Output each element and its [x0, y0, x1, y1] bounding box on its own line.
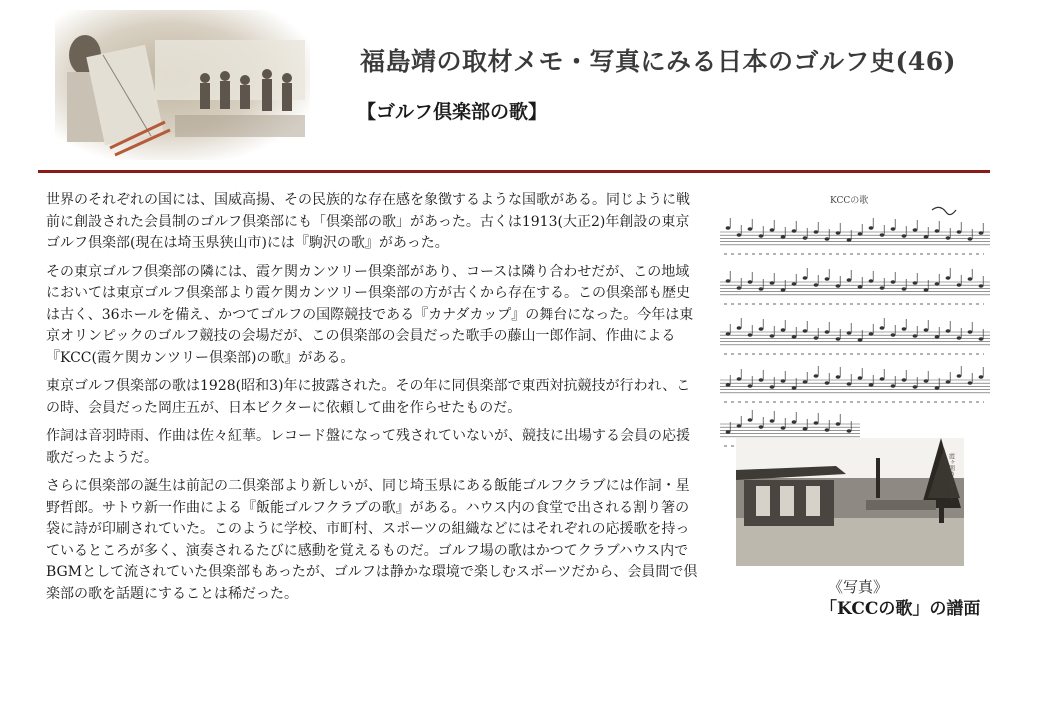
music-note — [968, 237, 973, 241]
music-note — [957, 230, 962, 234]
score-title: KCCの歌 — [830, 196, 869, 206]
music-note — [891, 384, 896, 388]
music-note — [726, 430, 731, 434]
article-paragraph: 東京ゴルフ倶楽部の歌は1928(昭和3)年に披露された。その年に同倶楽部で東西対抗競技が行われ、この時、会員だった岡庄五が、日本ビクターに依頼して曲を作らせたものだ。 — [46, 378, 691, 416]
header-vintage-photo — [55, 10, 310, 160]
music-note — [968, 381, 973, 385]
music-note — [825, 330, 830, 334]
music-note — [836, 337, 841, 341]
music-note — [891, 280, 896, 284]
article-paragraph: その東京ゴルフ倶楽部の隣には、霞ケ関カンツリー倶楽部があり、コースは隣り合わせだが、この地域においては東京ゴルフ倶楽部より霞ケ関カンツリー倶楽部の方が古くから存在する。この倶楽部も歴史は古く、36ホールを備え、かつてゴルフの国際競技である『カナダカップ』の舞台になった。今年は東京オリンピックのゴルフ競技の会場だが、この倶楽部の会員だった歌手の藤山一郎作詞、作曲による『KCC(霞ケ関カンツリー倶楽部)の歌』がある。 — [46, 263, 694, 366]
music-note — [726, 279, 731, 283]
sheet-music-image — [712, 192, 994, 464]
music-note — [737, 286, 742, 290]
music-note — [946, 236, 951, 240]
music-note — [979, 337, 984, 341]
music-note — [869, 332, 874, 336]
music-note — [781, 235, 786, 239]
music-note — [748, 333, 753, 337]
music-note — [770, 419, 775, 423]
music-note — [891, 333, 896, 337]
music-note — [946, 276, 951, 280]
music-note — [781, 426, 786, 430]
music-note — [814, 421, 819, 425]
music-note — [792, 335, 797, 339]
music-note — [869, 279, 874, 283]
music-note — [748, 227, 753, 231]
music-note — [924, 328, 929, 332]
article-paragraph: 作詞は音羽時雨、作曲は佐々紅華。レコード盤になって残されていないが、競技に出場する会員の応援歌だったようだ。 — [46, 428, 690, 466]
music-note — [847, 331, 852, 335]
music-note — [781, 379, 786, 383]
music-note — [913, 228, 918, 232]
music-note — [880, 233, 885, 237]
music-note — [792, 420, 797, 424]
music-note — [869, 383, 874, 387]
music-note — [803, 236, 808, 240]
music-note — [781, 288, 786, 292]
music-note — [935, 386, 940, 390]
music-note — [924, 379, 929, 383]
music-note — [902, 234, 907, 238]
music-note — [814, 230, 819, 234]
music-note — [836, 422, 841, 426]
music-note — [880, 326, 885, 330]
music-note — [957, 283, 962, 287]
music-note — [902, 327, 907, 331]
music-note — [935, 229, 940, 233]
music-note — [858, 232, 863, 236]
music-note — [836, 231, 841, 235]
music-note — [979, 375, 984, 379]
music-note — [759, 378, 764, 382]
music-note — [814, 336, 819, 340]
music-note — [737, 424, 742, 428]
music-note — [913, 281, 918, 285]
music-note — [803, 276, 808, 280]
music-note — [913, 385, 918, 389]
music-note — [792, 229, 797, 233]
music-note — [902, 287, 907, 291]
music-note — [825, 277, 830, 281]
music-note — [759, 234, 764, 238]
svg-text:霞ヶ関カンツリー: 霞ヶ関カンツリー — [947, 453, 955, 501]
music-note — [847, 278, 852, 282]
music-note — [726, 226, 731, 230]
music-note — [968, 277, 973, 281]
music-note — [935, 282, 940, 286]
music-note — [770, 281, 775, 285]
music-note — [792, 386, 797, 390]
music-note — [935, 335, 940, 339]
music-note — [759, 327, 764, 331]
music-note — [726, 332, 731, 336]
music-note — [858, 285, 863, 289]
article-paragraph: さらに倶楽部の誕生は前記の二倶楽部より新しいが、同じ埼玉県にある飯能ゴルフクラブには作詞・星野哲郎。サトウ新一作曲による『飯能ゴルフクラブの歌』がある。ハウス内の食堂で出される割り箸の袋に詩が印刷されていた。このように学校、市町村、スポーツの組織などにはそれぞれの応援歌を持っているところが多く、演奏されるたびに感動を覚えるものだ。ゴルフ場の歌はかつてクラブハウス内でBGMとして流されていた倶楽部もあったが、ゴルフは静かな環境で楽しむスポーツだから、会員間で倶楽部の歌を話題にすることは稀だった。 — [46, 478, 698, 602]
music-note — [803, 329, 808, 333]
music-note — [836, 284, 841, 288]
music-note — [968, 330, 973, 334]
music-note — [803, 427, 808, 431]
music-note — [770, 385, 775, 389]
music-note — [880, 286, 885, 290]
music-note — [979, 231, 984, 235]
music-note — [957, 336, 962, 340]
music-note — [847, 429, 852, 433]
caption-label: 《写真》 — [828, 578, 889, 596]
article-body — [46, 190, 701, 612]
music-note — [924, 235, 929, 239]
music-note — [979, 284, 984, 288]
music-note — [946, 380, 951, 384]
music-note — [770, 334, 775, 338]
page-title: 福島靖の取材メモ・写真にみる日本のゴルフ史(46) — [360, 47, 956, 76]
music-note — [924, 288, 929, 292]
music-note — [825, 428, 830, 432]
music-note — [825, 381, 830, 385]
music-note — [957, 374, 962, 378]
music-note — [759, 425, 764, 429]
music-note — [748, 280, 753, 284]
music-note — [781, 328, 786, 332]
header-divider — [38, 170, 990, 173]
music-note — [770, 228, 775, 232]
music-note — [869, 226, 874, 230]
music-note — [759, 287, 764, 291]
music-note — [836, 375, 841, 379]
music-note — [891, 227, 896, 231]
photo-caption — [820, 576, 980, 620]
music-note — [803, 380, 808, 384]
music-note — [946, 329, 951, 333]
golf-course-photo — [736, 438, 964, 566]
page-subtitle: 【ゴルフ倶楽部の歌】 — [357, 101, 548, 123]
music-note — [847, 238, 852, 242]
music-note — [726, 383, 731, 387]
music-note — [858, 376, 863, 380]
music-note — [825, 237, 830, 241]
music-note — [913, 334, 918, 338]
music-note — [737, 326, 742, 330]
music-note — [814, 374, 819, 378]
music-note — [902, 378, 907, 382]
music-note — [792, 282, 797, 286]
music-note — [847, 382, 852, 386]
music-note — [880, 377, 885, 381]
music-note — [858, 338, 863, 342]
caption-title: 「KCCの歌」の譜面 — [820, 599, 981, 619]
music-note — [748, 418, 753, 422]
article-paragraph: 世界のそれぞれの国には、国威高揚、その民族的な存在感を象徴するような国歌がある。同じように戦前に創設された会員制のゴルフ倶楽部にも「倶楽部の歌」があった。古くは1913(大正2)年創設の東京ゴルフ倶楽部(現在は埼玉県狭山市)には『駒沢の歌』があった。 — [46, 192, 690, 251]
music-note — [814, 283, 819, 287]
music-note — [737, 233, 742, 237]
music-note — [748, 384, 753, 388]
music-note — [737, 377, 742, 381]
